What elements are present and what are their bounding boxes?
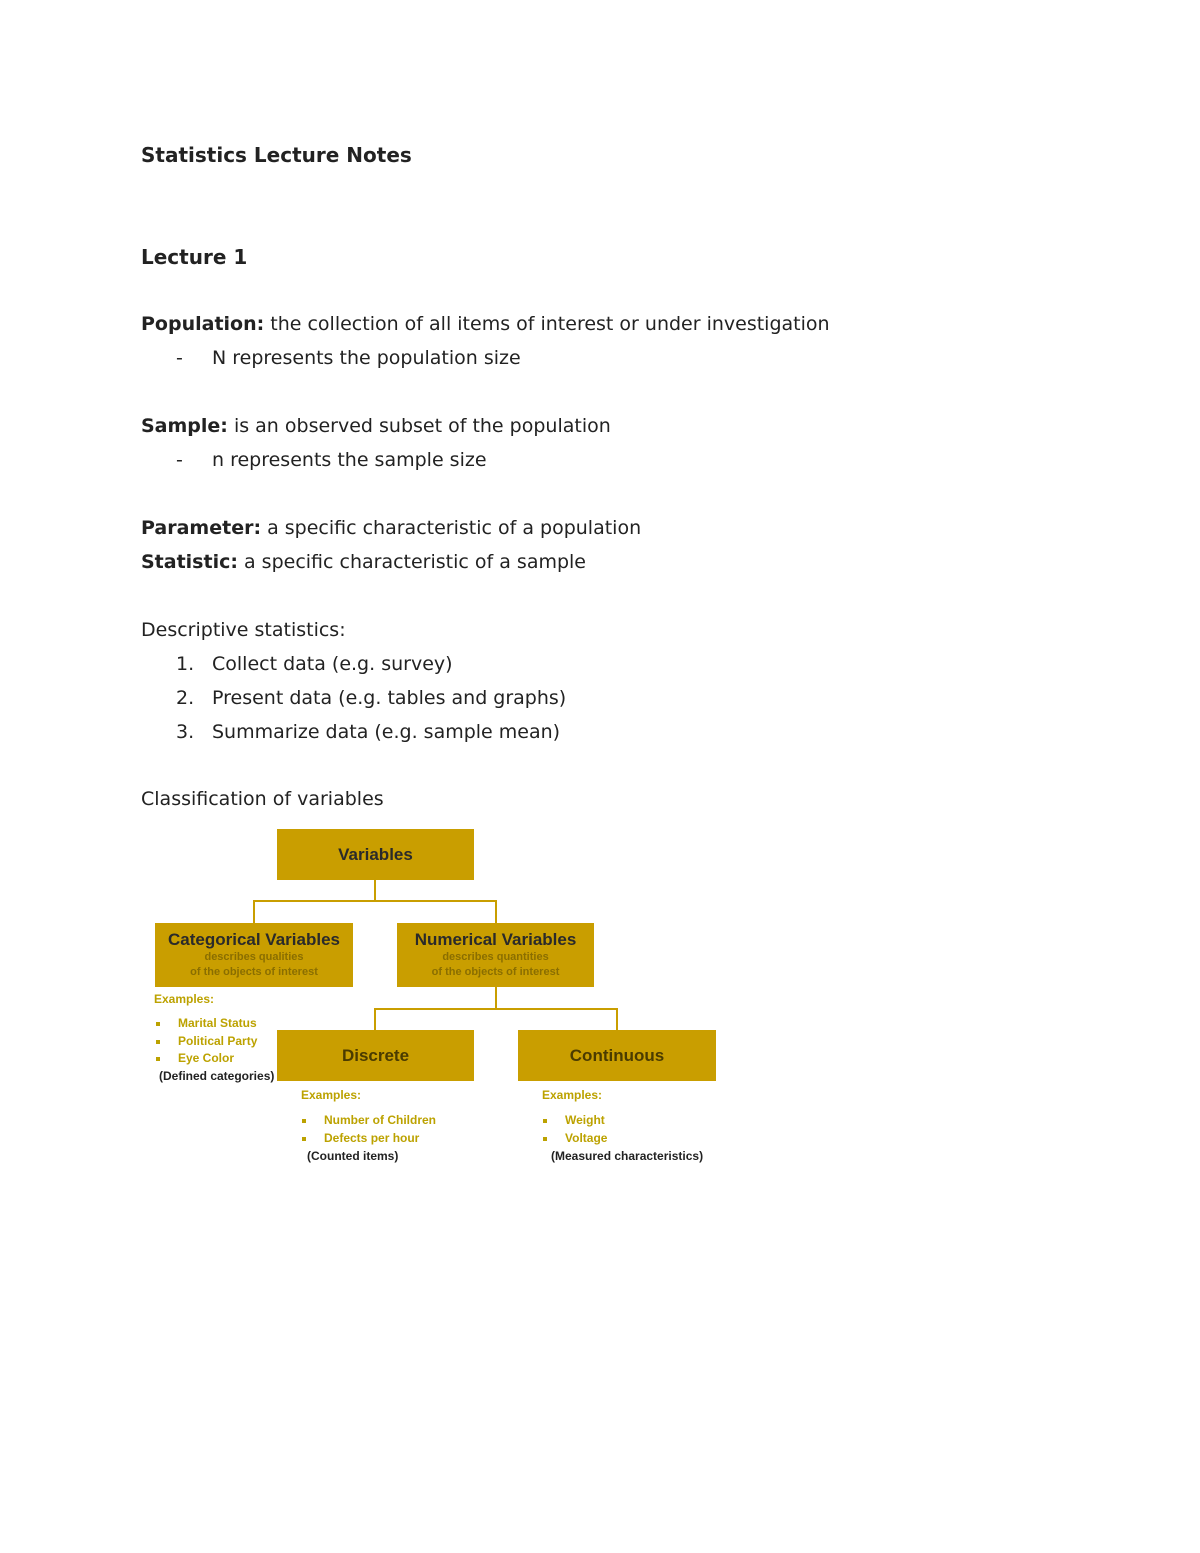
list-item: Present data (e.g. tables and graphs) xyxy=(212,687,567,709)
list-item xyxy=(156,1034,257,1048)
list-item xyxy=(302,1113,436,1127)
population-note: N represents the population size xyxy=(212,347,521,369)
connector-line xyxy=(253,900,497,902)
list-item xyxy=(543,1131,607,1145)
connector-line xyxy=(495,900,497,923)
connector-line xyxy=(374,880,376,900)
connector-line xyxy=(616,1008,618,1030)
continuous-node-label: Continuous xyxy=(569,1046,665,1065)
population-definition xyxy=(141,313,830,335)
doc-title: Statistics Lecture Notes xyxy=(141,143,412,167)
categorical-node-label: Categorical Variables xyxy=(168,930,340,949)
population-note-marker: - xyxy=(176,347,183,369)
discrete-examples-label: Examples: xyxy=(301,1088,362,1102)
bullet-icon xyxy=(543,1119,547,1123)
connector-line xyxy=(253,900,255,923)
bullet-icon xyxy=(543,1137,547,1141)
example-text: Marital Status xyxy=(178,1016,257,1030)
categorical-examples-label: Examples: xyxy=(154,992,215,1006)
sample-term: Sample: xyxy=(141,415,228,437)
descriptive-heading: Descriptive statistics: xyxy=(141,619,346,641)
bullet-icon xyxy=(156,1040,160,1044)
parameter-definition xyxy=(141,517,641,539)
numerical-desc-line: describes quantities xyxy=(442,951,549,963)
example-text: Voltage xyxy=(565,1131,608,1145)
example-text: Political Party xyxy=(178,1034,258,1048)
sample-note-marker: - xyxy=(176,449,183,471)
variables-node xyxy=(277,829,474,880)
list-item: Collect data (e.g. survey) xyxy=(212,653,453,675)
connector-line xyxy=(374,1008,376,1030)
sample-text: is an observed subset of the population xyxy=(227,415,611,437)
bullet-icon xyxy=(156,1022,160,1026)
list-item-number: 3. xyxy=(176,721,195,743)
categorical-desc-line: describes qualities xyxy=(204,951,304,963)
categorical-desc-line: of the objects of interest xyxy=(190,966,318,978)
continuous-node xyxy=(518,1030,716,1081)
example-text: Eye Color xyxy=(178,1051,235,1065)
bullet-icon xyxy=(156,1057,160,1061)
numerical-desc-line: of the objects of interest xyxy=(431,966,560,978)
numerical-node-label: Numerical Variables xyxy=(414,930,577,949)
statistic-text: a specific characteristic of a sample xyxy=(237,551,586,573)
population-text: the collection of all items of interest or under investigation xyxy=(264,313,830,335)
list-item-number: 2. xyxy=(176,687,195,709)
list-item xyxy=(302,1131,419,1145)
list-item xyxy=(156,1051,234,1065)
list-item xyxy=(543,1113,605,1127)
list-item xyxy=(156,1016,257,1030)
numerical-node xyxy=(397,923,594,987)
connector-line xyxy=(495,987,497,1008)
categorical-note: (Defined categories) xyxy=(159,1069,275,1083)
continuous-examples-label: Examples: xyxy=(542,1088,603,1102)
discrete-node-label: Discrete xyxy=(341,1046,410,1065)
list-item: Summarize data (e.g. sample mean) xyxy=(212,721,561,743)
example-text: Number of Children xyxy=(324,1113,437,1127)
example-text: Defects per hour xyxy=(324,1131,420,1145)
example-text: Weight xyxy=(565,1113,605,1127)
classification-heading: Classification of variables xyxy=(141,788,384,810)
statistic-term: Statistic: xyxy=(141,551,238,573)
bullet-icon xyxy=(302,1137,306,1141)
parameter-text: a specific characteristic of a population xyxy=(261,517,642,539)
categorical-node xyxy=(155,923,353,987)
lecture-heading: Lecture 1 xyxy=(141,245,248,269)
statistic-definition xyxy=(141,551,586,573)
discrete-node xyxy=(277,1030,474,1081)
connector-line xyxy=(374,1008,618,1010)
sample-definition xyxy=(141,415,611,437)
population-term: Population: xyxy=(141,313,265,335)
bullet-icon xyxy=(302,1119,306,1123)
list-item-number: 1. xyxy=(176,653,195,675)
continuous-note: (Measured characteristics) xyxy=(551,1149,704,1163)
variables-node-label: Variables xyxy=(338,845,413,864)
parameter-term: Parameter: xyxy=(141,517,262,539)
discrete-note: (Counted items) xyxy=(307,1149,399,1163)
sample-note: n represents the sample size xyxy=(212,449,487,471)
